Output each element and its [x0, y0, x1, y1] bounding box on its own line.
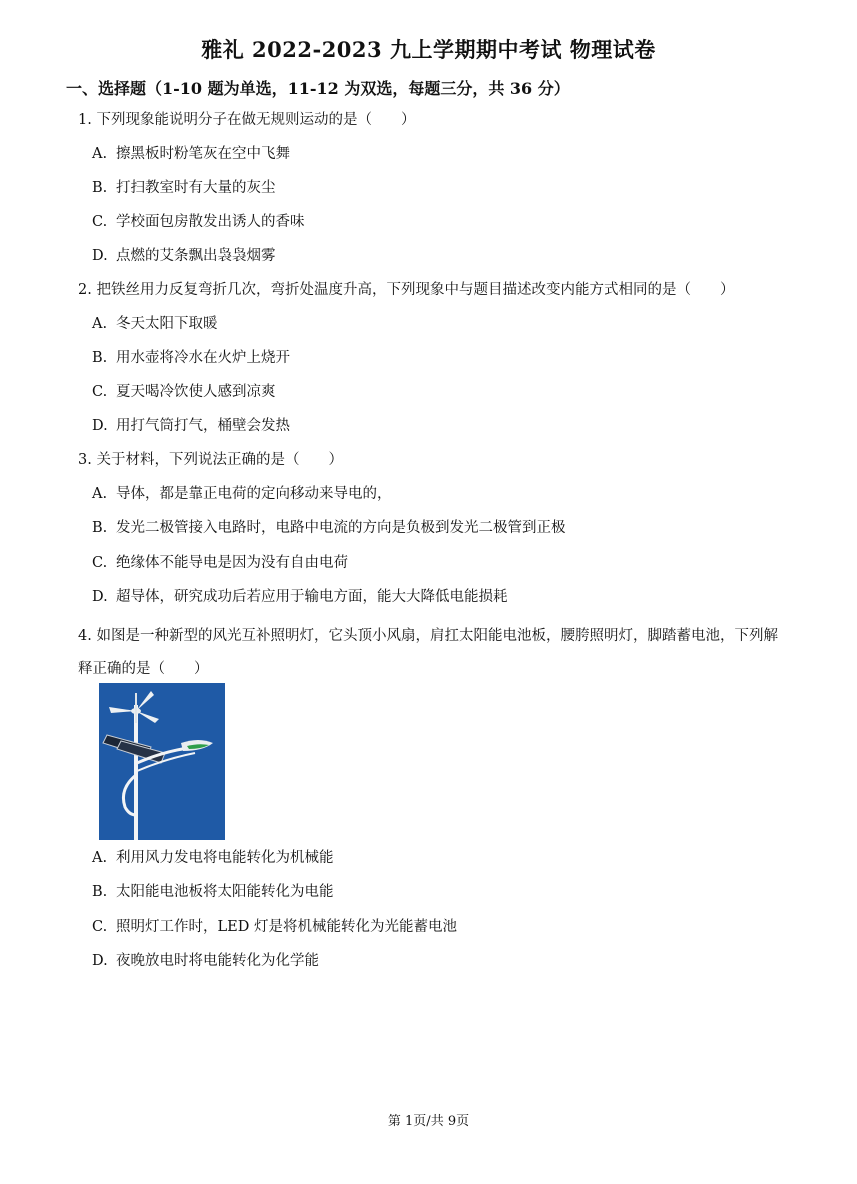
question-3-stem: 3. 关于材料，下列说法正确的是（ ）	[78, 452, 343, 468]
section-heading: 一、选择题（1-10 题为单选，11-12 为双选，每题三分，共 36 分）	[66, 79, 570, 98]
question-2-option-c: C. 夏天喝冷饮使人感到凉爽	[92, 384, 276, 400]
question-2-option-a: A. 冬天太阳下取暖	[92, 316, 218, 332]
question-2-option-b: B. 用水壶将冷水在火炉上烧开	[92, 350, 290, 366]
question-4-option-d: D. 夜晚放电时将电能转化为化学能	[92, 953, 319, 969]
question-3-option-a: A. 导体，都是靠正电荷的定向移动来导电的，	[92, 486, 392, 502]
wind-solar-street-lamp-image	[99, 683, 225, 840]
question-1-stem: 1. 下列现象能说明分子在做无规则运动的是（ ）	[78, 112, 416, 128]
question-4-option-a: A. 利用风力发电将电能转化为机械能	[92, 850, 334, 866]
question-1-option-c: C. 学校面包房散发出诱人的香味	[92, 214, 305, 230]
question-3-option-c: C. 绝缘体不能导电是因为没有自由电荷	[92, 555, 348, 571]
question-1-option-d: D. 点燃的艾条飘出袅袅烟雾	[92, 248, 276, 264]
question-4-option-c: C. 照明灯工作时，LED 灯是将机械能转化为光能蓄电池	[92, 919, 457, 935]
page-footer: 第 1页/共 9页	[387, 1114, 470, 1129]
question-4-stem: 4. 如图是一种新型的风光互补照明灯，它头顶小风扇，肩扛太阳能电池板，腰胯照明灯，脚踏蓄电池，下列解释正确的是（ ）	[78, 628, 778, 677]
question-4-option-b: B. 太阳能电池板将太阳能转化为电能	[92, 884, 334, 900]
question-2-option-d: D. 用打气筒打气，桶壁会发热	[92, 418, 290, 434]
exam-title: 雅礼 2022-2023 九上学期期中考试 物理试卷	[201, 37, 656, 62]
question-3-option-d: D. 超导体，研究成功后若应用于输电方面，能大大降低电能损耗	[92, 589, 508, 605]
question-3-option-b: B. 发光二极管接入电路时，电路中电流的方向是负极到发光二极管到正极	[92, 520, 566, 536]
question-2-stem: 2. 把铁丝用力反复弯折几次，弯折处温度升高，下列现象中与题目描述改变内能方式相同的是（ ）	[78, 282, 735, 298]
question-1-option-b: B. 打扫教室时有大量的灰尘	[92, 180, 276, 196]
street-lamp-figure	[99, 683, 225, 840]
question-1-option-a: A. 擦黑板时粉笔灰在空中飞舞	[92, 146, 290, 162]
